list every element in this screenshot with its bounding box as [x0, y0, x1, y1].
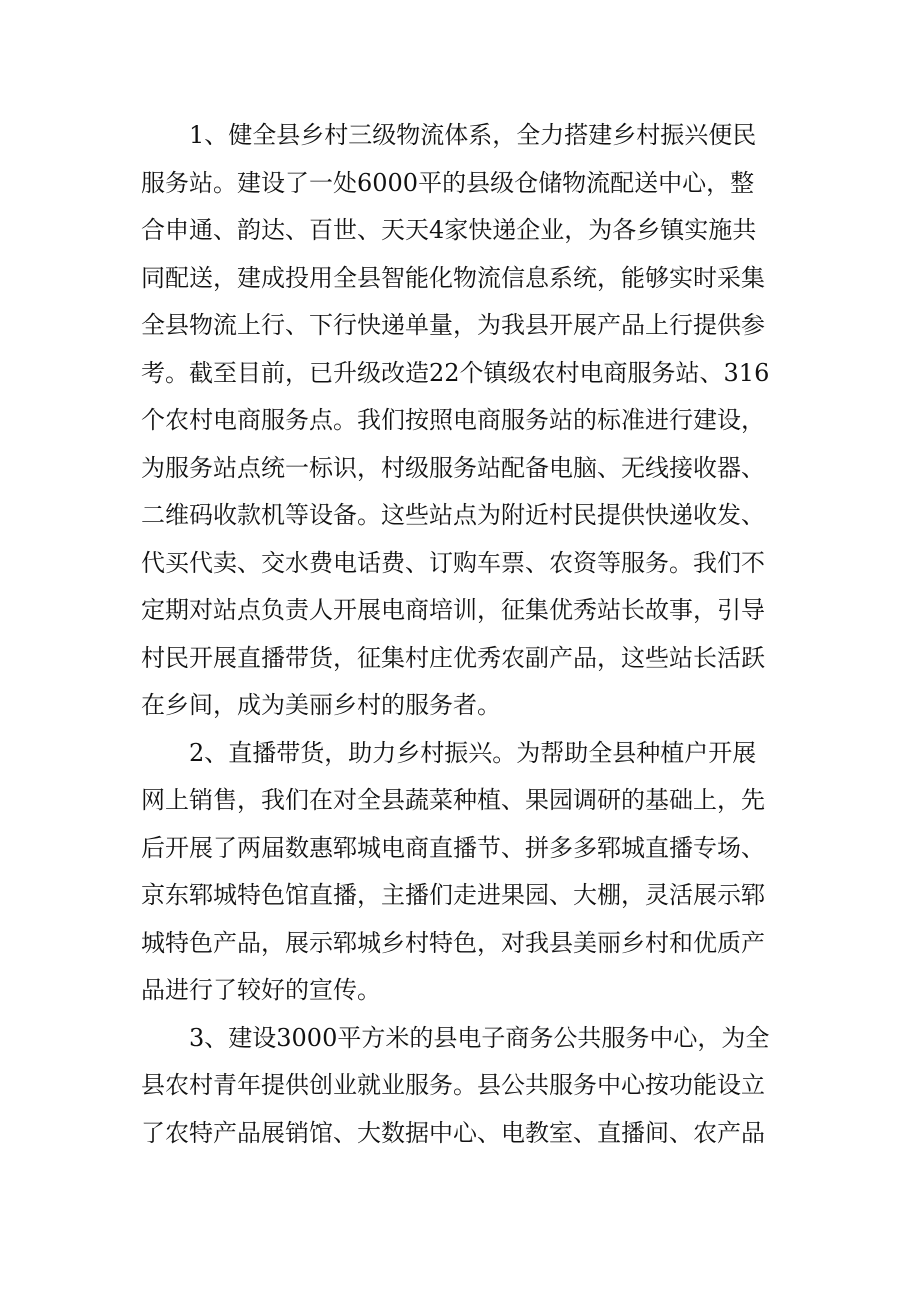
paragraph-3	[141, 1015, 791, 1158]
text-line: 服务站。建设了一处6000平的县级仓储物流配送中心，整	[141, 168, 755, 197]
text-line: 为服务站点统一标识，村级服务站配备电脑、无线接收器、	[141, 453, 765, 482]
text-line: 网上销售，我们在对全县蔬菜种植、果园调研的基础上，先	[141, 786, 765, 814]
text-line: 考。截至目前，已升级改造22个镇级农村电商服务站、316	[141, 358, 770, 387]
text-line: 京东郓城特色馆直播，主播们走进果园、大棚，灵活展示郓	[141, 881, 765, 909]
document-body	[141, 112, 791, 1157]
text-line: 后开展了两届数惠郓城电商直播节、拼多多郓城直播专场、	[141, 833, 765, 862]
text-line: 合申通、韵达、百世、天天4家快递企业，为各乡镇实施共	[141, 216, 757, 244]
text-line: 3、建设3000平方米的县电子商务公共服务中心，为全	[141, 1023, 770, 1052]
text-line: 1、健全县乡村三级物流体系，全力搭建乡村振兴便民	[141, 121, 757, 149]
text-line: 2、直播带货，助力乡村振兴。为帮助全县种植户开展	[141, 738, 757, 767]
text-line: 同配送，建成投用全县智能化物流信息系统，能够实时采集	[141, 263, 765, 292]
text-line: 了农特产品展销馆、大数据中心、电教室、直播间、农产品	[141, 1118, 765, 1147]
text-line: 县农村青年提供创业就业服务。县公共服务中心按功能设立	[141, 1071, 765, 1099]
paragraph-1	[141, 112, 791, 730]
paragraph-2	[141, 730, 791, 1015]
text-line: 代买代卖、交水费电话费、订购车票、农资等服务。我们不	[141, 548, 765, 577]
text-line: 个农村电商服务点。我们按照电商服务站的标准进行建设，	[141, 406, 765, 434]
text-line: 定期对站点负责人开展电商培训，征集优秀站长故事，引导	[141, 596, 765, 624]
text-line: 在乡间，成为美丽乡村的服务者。	[141, 691, 501, 719]
text-line: 品进行了较好的宣传。	[141, 976, 381, 1004]
text-line: 村民开展直播带货，征集村庄优秀农副产品，这些站长活跃	[141, 643, 765, 672]
text-line: 二维码收款机等设备。这些站点为附近村民提供快递收发、	[141, 501, 765, 529]
text-line: 城特色产品，展示郓城乡村特色，对我县美丽乡村和优质产	[141, 928, 765, 957]
text-line: 全县物流上行、下行快递单量，为我县开展产品上行提供参	[141, 311, 765, 339]
